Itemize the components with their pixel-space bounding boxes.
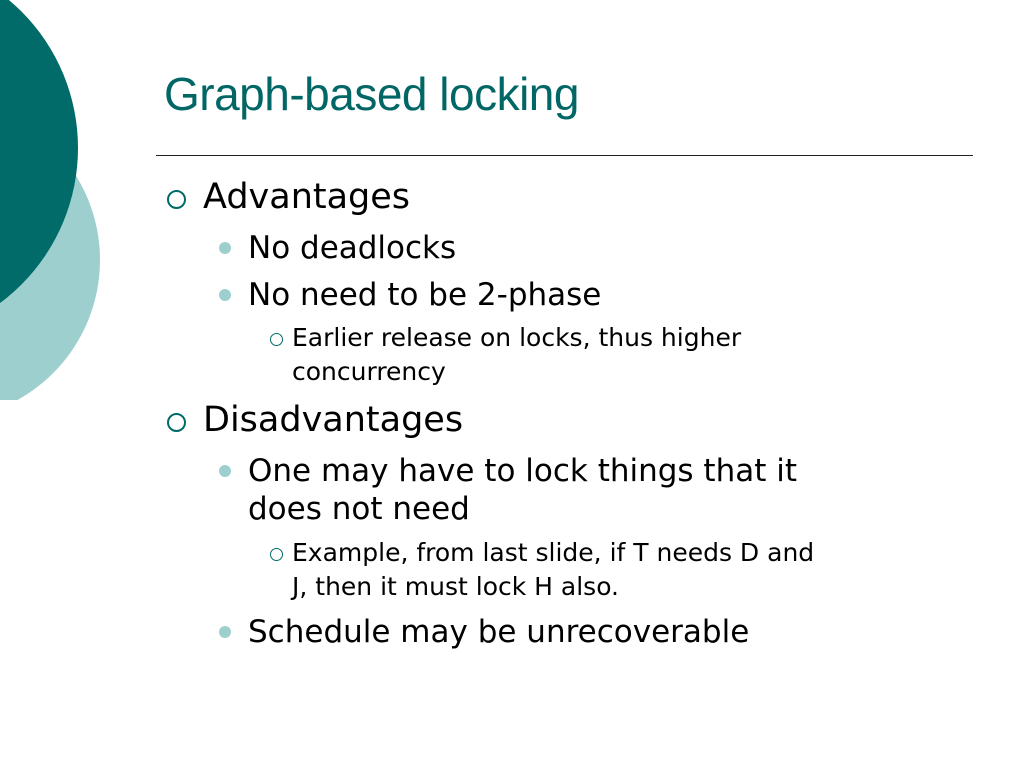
bullet-text: One may have to lock things that it bbox=[248, 453, 798, 489]
bullet-text: Earlier release on locks, thus higher bbox=[292, 323, 742, 352]
bullet-text: concurrency bbox=[292, 357, 446, 386]
slide-title: Graph-based locking bbox=[164, 68, 579, 120]
small-ring-bullet-icon bbox=[270, 548, 283, 561]
ring-bullet-icon bbox=[167, 413, 186, 432]
title-divider bbox=[156, 155, 973, 156]
bullet-text: Advantages bbox=[203, 177, 411, 217]
bullet-text: No need to be 2-phase bbox=[248, 277, 602, 313]
bullet-text: J, then it must lock H also. bbox=[292, 572, 620, 601]
dot-bullet-icon bbox=[219, 242, 231, 254]
ring-bullet-icon bbox=[167, 190, 186, 209]
bullet-text: Disadvantages bbox=[203, 400, 464, 440]
dot-bullet-icon bbox=[219, 626, 231, 638]
bullet-text: No deadlocks bbox=[248, 230, 457, 266]
decorative-circles bbox=[0, 0, 110, 400]
small-ring-bullet-icon bbox=[270, 333, 283, 346]
dot-bullet-icon bbox=[219, 465, 231, 477]
dot-bullet-icon bbox=[219, 289, 231, 301]
bullet-text: Example, from last slide, if T needs D and bbox=[292, 538, 815, 567]
bullet-text: does not need bbox=[248, 491, 470, 527]
bullet-text: Schedule may be unrecoverable bbox=[248, 614, 750, 650]
